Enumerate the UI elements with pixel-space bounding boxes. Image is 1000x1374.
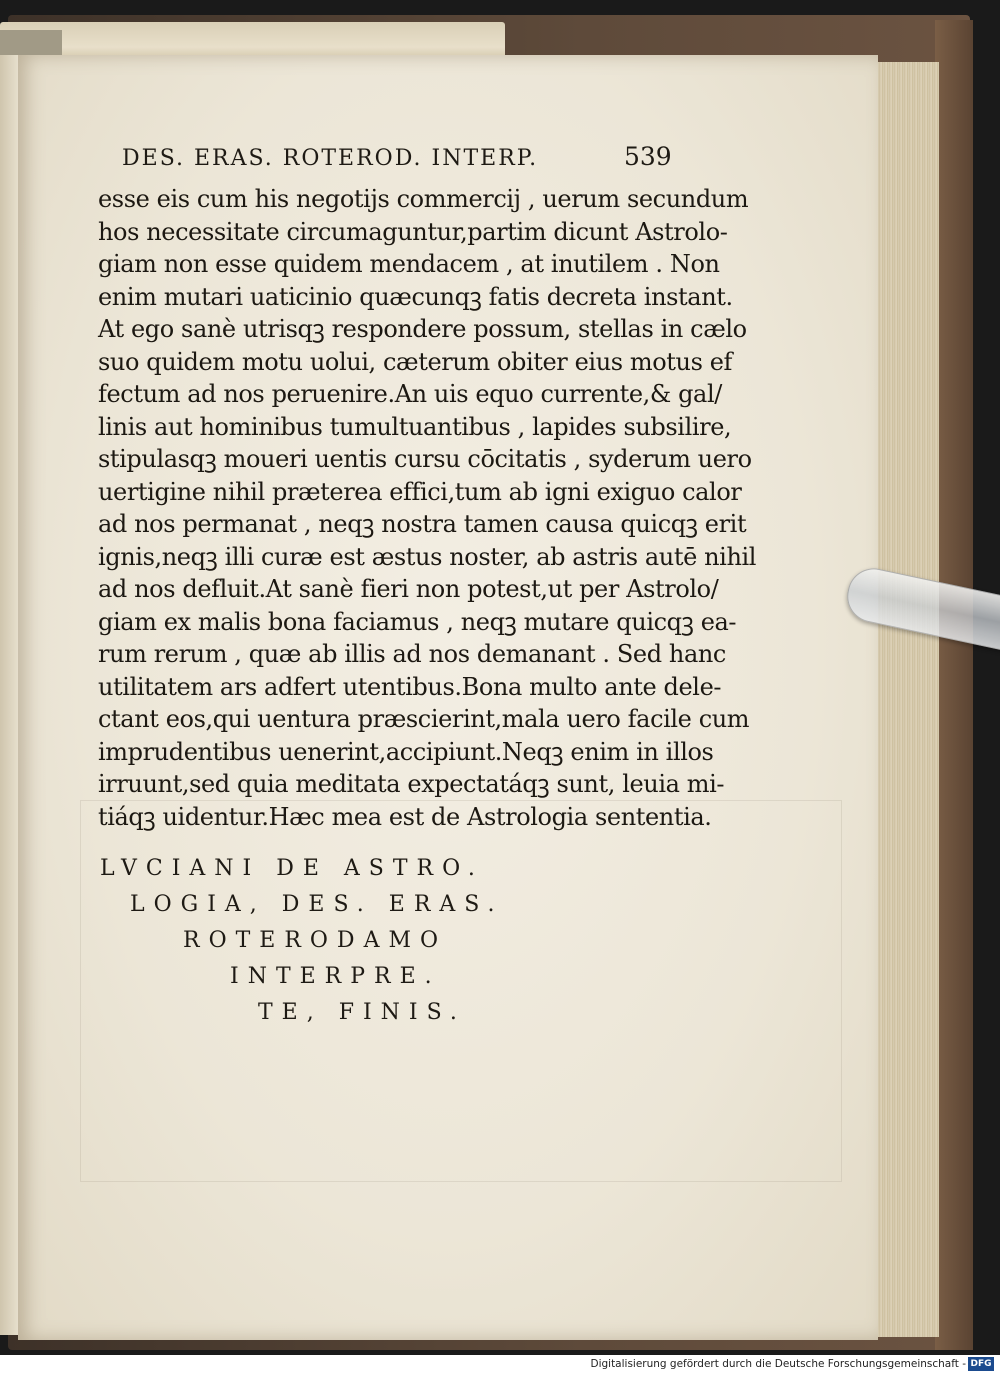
text-line: enim mutari uaticinio quæcunqꝫ fatis decreta instant. xyxy=(98,282,733,311)
text-line: ignis,neqꝫ illi curæ est æstus noster, ab astris autē nihil xyxy=(98,542,757,571)
text-line: ad nos defluit.At sanè fieri non potest,ut per Astrolo/ xyxy=(98,575,719,603)
colophon-line-3: ROTERODAMO xyxy=(183,928,448,953)
colophon-line-2: LOGIA, DES. ERAS. xyxy=(130,892,504,917)
colophon xyxy=(100,852,660,1032)
colophon-line-5: TE, FINIS. xyxy=(258,1000,466,1025)
text-line: hos necessitate circumaguntur,partim dicunt Astrolo- xyxy=(98,217,728,246)
text-line: fectum ad nos peruenire.An uis equo currente,& gal/ xyxy=(98,380,722,408)
facing-page-edge xyxy=(0,55,20,1335)
text-line: stipulasqꝫ moueri uentis cursu cōcitatis , syderum uero xyxy=(98,445,752,473)
body-text xyxy=(98,183,757,833)
text-line-last: tiáqꝫ uidentur.Hæc mea est de Astrologia sententia. xyxy=(98,802,712,831)
page-number: 539 xyxy=(624,142,672,171)
text-line: ad nos permanat , neqꝫ nostra tamen causa quicqꝫ erit xyxy=(98,510,747,538)
text-line: giam ex malis bona faciamus , neqꝫ mutare quicqꝫ ea- xyxy=(98,607,737,636)
text-line: suo quidem motu uolui, cæterum obiter eius motus ef xyxy=(98,347,733,376)
text-line: imprudentibus uenerint,accipiunt.Neqꝫ enim in illos xyxy=(98,737,714,766)
text-line: esse eis cum his negotijs commercij , uerum secundum xyxy=(98,185,749,213)
funding-credit: Digitalisierung gefördert durch die Deutsche Forschungsgemeinschaft - xyxy=(590,1358,966,1370)
header-title: DES. ERAS. ROTEROD. INTERP. xyxy=(122,146,539,171)
text-line: utilitatem ars adfert utentibus.Bona multo ante dele- xyxy=(98,672,722,701)
text-line: ctant eos,qui uentura præscierint,mala uero facile cum xyxy=(98,705,750,733)
cover-edge xyxy=(935,20,973,1350)
text-line: giam non esse quidem mendacem , at inutilem . Non xyxy=(98,250,720,278)
text-line: irruunt,sed quia meditata expectatáqꝫ sunt, leuia mi- xyxy=(98,770,725,798)
text-line: rum rerum , quæ ab illis ad nos demanant . Sed hanc xyxy=(98,640,726,668)
dfg-logo: DFG xyxy=(968,1357,994,1371)
text-line: linis aut hominibus tumultuantibus , lapides subsilire, xyxy=(98,412,732,441)
running-header xyxy=(122,142,672,171)
page-edges xyxy=(872,62,939,1337)
text-line: At ego sanè utrisqꝫ respondere possum, stellas in cælo xyxy=(98,315,747,343)
colophon-line-1: LVCIANI DE ASTRO. xyxy=(100,856,484,881)
colophon-line-4: INTERPRE. xyxy=(230,964,441,989)
text-line: uertigine nihil præterea effici,tum ab igni exiguo calor xyxy=(98,477,742,506)
